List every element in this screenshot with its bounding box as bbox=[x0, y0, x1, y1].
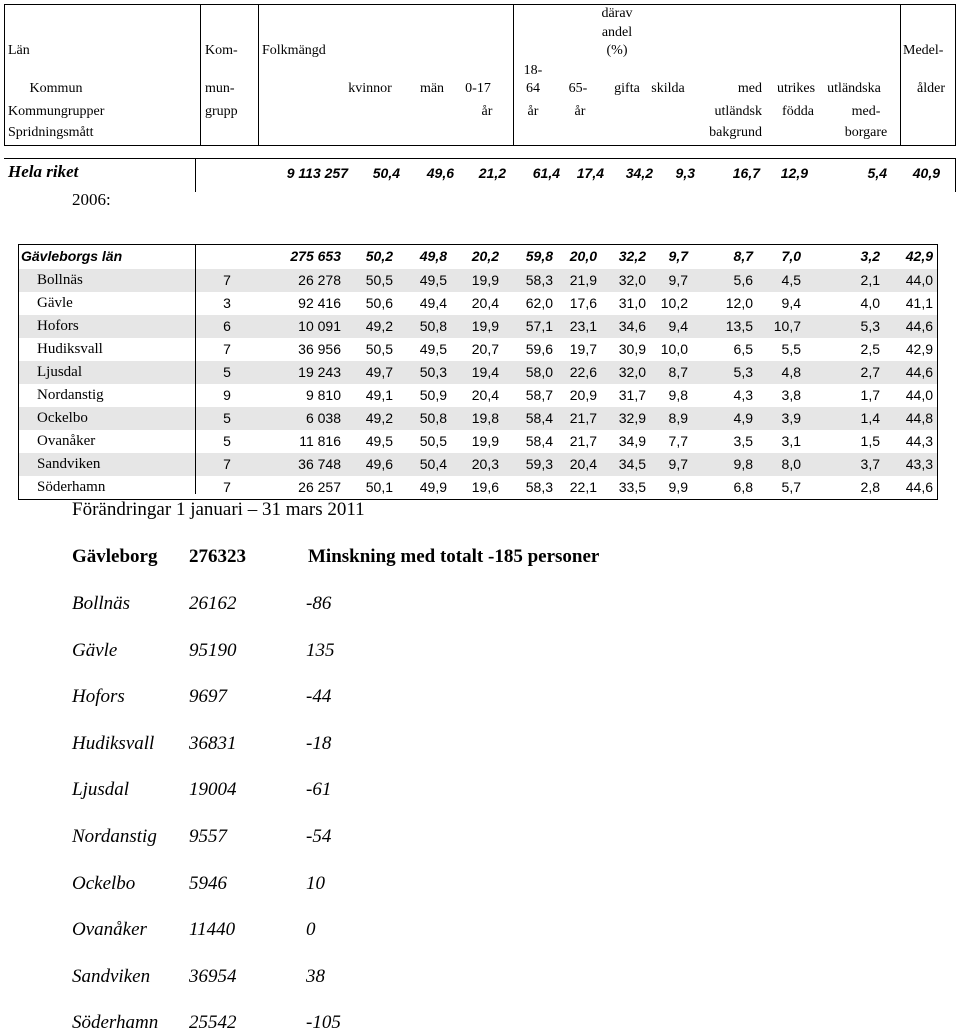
riket-value: 12,9 bbox=[780, 165, 808, 181]
row-value: 41,1 bbox=[905, 295, 933, 311]
change-name: Ljusdal bbox=[72, 779, 130, 801]
change-pop: 19004 bbox=[189, 779, 237, 801]
header-utlandsk: utländsk bbox=[714, 104, 762, 119]
change-change: -61 bbox=[306, 779, 332, 801]
row-value: 50,4 bbox=[419, 456, 447, 472]
row-value: 5,7 bbox=[781, 479, 801, 495]
row-value: 2,5 bbox=[860, 341, 880, 357]
row-value: 21,7 bbox=[569, 410, 597, 426]
row-value: 32,9 bbox=[618, 410, 646, 426]
row-value: 19,7 bbox=[569, 341, 597, 357]
change-pop: 11440 bbox=[189, 919, 236, 941]
riket-value: 61,4 bbox=[532, 165, 560, 181]
row-value: 50,5 bbox=[365, 341, 393, 357]
header-kommungrupper: Kommungrupper bbox=[8, 104, 105, 119]
row-value: 20,4 bbox=[569, 456, 597, 472]
riket-value: 5,4 bbox=[867, 165, 887, 181]
change-pop: 5946 bbox=[189, 872, 227, 894]
row-value: 50,3 bbox=[419, 364, 447, 380]
row-value: 5,3 bbox=[860, 318, 880, 334]
row-grupp: 7 bbox=[223, 479, 231, 495]
header-darav: därav bbox=[601, 6, 633, 21]
row-value: 19,6 bbox=[471, 479, 499, 495]
change-name: Sandviken bbox=[72, 965, 151, 987]
change-change: 135 bbox=[306, 639, 335, 661]
row-value: 34,9 bbox=[618, 433, 646, 449]
row-value: 3,9 bbox=[781, 410, 801, 426]
change-name: Hudiksvall bbox=[72, 732, 155, 754]
row-name: Ljusdal bbox=[37, 364, 82, 380]
row-value: 10,7 bbox=[773, 318, 801, 334]
row-value: 3,1 bbox=[781, 433, 801, 449]
row-value: 50,9 bbox=[419, 387, 447, 403]
header-andel: andel bbox=[601, 25, 633, 40]
header-divider bbox=[900, 5, 901, 145]
change-change: 38 bbox=[306, 965, 325, 987]
row-grupp: 3 bbox=[223, 295, 231, 311]
row-value: 6 038 bbox=[305, 410, 341, 426]
row-name: Bollnäs bbox=[37, 272, 83, 288]
header-lan: Län bbox=[8, 43, 30, 58]
row-value: 50,5 bbox=[419, 433, 447, 449]
riket-value: 40,9 bbox=[912, 165, 940, 181]
change-pop: 9557 bbox=[189, 826, 227, 847]
table-row bbox=[19, 292, 937, 315]
change-change: 0 bbox=[306, 919, 316, 941]
row-value: 49,9 bbox=[419, 479, 447, 495]
row-value: 9,4 bbox=[668, 318, 688, 334]
row-value: 3,7 bbox=[860, 456, 880, 472]
row-value: 22,1 bbox=[569, 479, 597, 495]
row-value: 32,2 bbox=[618, 248, 646, 264]
row-name: Gävleborgs län bbox=[21, 248, 123, 264]
row-value: 9,9 bbox=[668, 479, 688, 495]
header-kom: Kom- bbox=[205, 43, 238, 58]
table-row bbox=[19, 453, 937, 476]
header-borgare: borgare bbox=[844, 125, 888, 140]
change-change: -54 bbox=[306, 826, 332, 847]
change-pop: 9697 bbox=[189, 686, 227, 708]
row-value: 13,5 bbox=[725, 318, 753, 334]
change-pop: 36954 bbox=[189, 965, 237, 987]
row-value: 33,5 bbox=[618, 479, 646, 495]
row-value: 22,6 bbox=[569, 364, 597, 380]
change-pop: 36831 bbox=[189, 732, 237, 754]
row-value: 23,1 bbox=[569, 318, 597, 334]
change-pop: 25542 bbox=[189, 1012, 237, 1034]
change-change: -18 bbox=[306, 732, 332, 754]
row-value: 59,3 bbox=[525, 456, 553, 472]
riket-value: 49,6 bbox=[426, 165, 454, 181]
change-change: -105 bbox=[306, 1012, 341, 1034]
row-value: 49,5 bbox=[365, 433, 393, 449]
row-value: 34,5 bbox=[618, 456, 646, 472]
row-value: 20,7 bbox=[471, 341, 499, 357]
row-value: 3,5 bbox=[733, 433, 753, 449]
change-name: Hofors bbox=[72, 686, 125, 708]
header-med-dash: med- bbox=[851, 104, 881, 119]
row-value: 1,7 bbox=[860, 387, 880, 403]
row-grupp: 7 bbox=[223, 341, 231, 357]
row-value: 30,9 bbox=[618, 341, 646, 357]
table-row bbox=[19, 315, 937, 338]
row-value: 49,6 bbox=[365, 456, 393, 472]
row-grupp: 6 bbox=[223, 318, 231, 334]
row-value: 7,7 bbox=[668, 433, 688, 449]
changes-main-pop: 276323 bbox=[189, 546, 246, 567]
row-value: 50,8 bbox=[419, 318, 447, 334]
row-value: 50,2 bbox=[365, 248, 393, 264]
data-table bbox=[18, 244, 938, 500]
row-value: 49,7 bbox=[365, 364, 393, 380]
header-fodda: födda bbox=[782, 104, 814, 119]
riket-value: 21,2 bbox=[478, 165, 506, 181]
row-value: 44,6 bbox=[905, 479, 933, 495]
header-utlandska: utländska bbox=[827, 81, 881, 96]
change-name: Ovanåker bbox=[72, 919, 147, 941]
table-header bbox=[4, 4, 956, 146]
row-value: 9,8 bbox=[733, 456, 753, 472]
row-name: Hofors bbox=[37, 318, 79, 334]
row-value: 4,9 bbox=[733, 410, 753, 426]
row-name: Ockelbo bbox=[37, 410, 88, 426]
header-bakgrund: bakgrund bbox=[709, 125, 762, 140]
header-age-18: 18- bbox=[523, 63, 543, 78]
header-divider bbox=[513, 5, 514, 145]
table-row bbox=[19, 430, 937, 453]
row-value: 49,2 bbox=[365, 410, 393, 426]
row-value: 44,6 bbox=[905, 318, 933, 334]
row-value: 1,5 bbox=[860, 433, 880, 449]
row-value: 3,8 bbox=[781, 387, 801, 403]
row-value: 7,0 bbox=[781, 248, 801, 264]
row-value: 5,6 bbox=[733, 272, 753, 288]
row-value: 50,8 bbox=[419, 410, 447, 426]
row-value: 50,1 bbox=[365, 479, 393, 495]
row-value: 58,4 bbox=[525, 433, 553, 449]
row-value: 1,4 bbox=[860, 410, 880, 426]
row-value: 8,0 bbox=[781, 456, 801, 472]
row-value: 4,3 bbox=[733, 387, 753, 403]
row-value: 8,7 bbox=[668, 364, 688, 380]
table-row bbox=[19, 269, 937, 292]
row-grupp: 7 bbox=[223, 272, 231, 288]
row-grupp: 7 bbox=[223, 456, 231, 472]
row-value: 19,4 bbox=[471, 364, 499, 380]
header-man: män bbox=[419, 81, 445, 96]
header-utrikes: utrikes bbox=[776, 81, 816, 96]
row-value: 9,7 bbox=[668, 272, 688, 288]
row-value: 17,6 bbox=[569, 295, 597, 311]
row-value: 10,0 bbox=[660, 341, 688, 357]
row-value: 19 243 bbox=[298, 364, 341, 380]
header-mun: mun- bbox=[205, 81, 235, 96]
row-value: 57,1 bbox=[525, 318, 553, 334]
header-age-65: 65- bbox=[568, 81, 588, 96]
header-age-18-64-ar: år bbox=[527, 104, 539, 119]
change-name: Söderhamn bbox=[72, 1012, 159, 1034]
change-change: 10 bbox=[306, 872, 325, 894]
row-value: 58,4 bbox=[525, 410, 553, 426]
row-value: 49,2 bbox=[365, 318, 393, 334]
row-value: 9,8 bbox=[668, 387, 688, 403]
row-value: 26 278 bbox=[298, 272, 341, 288]
change-name: Gävle bbox=[72, 639, 118, 661]
row-value: 44,6 bbox=[905, 364, 933, 380]
header-age-65-ar: år bbox=[574, 104, 586, 119]
row-value: 19,9 bbox=[471, 318, 499, 334]
riket-value: 9,3 bbox=[675, 165, 695, 181]
change-change: -86 bbox=[306, 593, 332, 614]
row-value: 12,0 bbox=[725, 295, 753, 311]
row-value: 32,0 bbox=[618, 272, 646, 288]
row-value: 36 748 bbox=[298, 456, 341, 472]
riket-value: 16,7 bbox=[732, 165, 760, 181]
header-grupp: grupp bbox=[205, 104, 238, 119]
riket-value: 34,2 bbox=[625, 165, 653, 181]
change-change: -44 bbox=[306, 686, 332, 708]
table-row bbox=[19, 407, 937, 430]
row-value: 6,8 bbox=[733, 479, 753, 495]
row-value: 20,0 bbox=[569, 248, 597, 264]
row-value: 34,6 bbox=[618, 318, 646, 334]
change-pop: 95190 bbox=[189, 639, 237, 661]
row-value: 8,7 bbox=[733, 248, 753, 264]
change-pop: 26162 bbox=[189, 593, 237, 614]
riket-year: 2006: bbox=[72, 190, 111, 209]
row-name: Hudiksvall bbox=[37, 341, 103, 357]
row-value: 43,3 bbox=[905, 456, 933, 472]
change-name: Bollnäs bbox=[72, 593, 131, 614]
row-name: Sandviken bbox=[37, 456, 101, 472]
row-value: 49,5 bbox=[419, 272, 447, 288]
row-value: 62,0 bbox=[525, 295, 553, 311]
row-value: 44,0 bbox=[905, 387, 933, 403]
riket-label: Hela riket bbox=[8, 162, 79, 181]
table-row bbox=[19, 361, 937, 384]
row-value: 58,7 bbox=[525, 387, 553, 403]
changes-main-name: Gävleborg bbox=[72, 546, 158, 567]
row-value: 21,7 bbox=[569, 433, 597, 449]
header-medel: Medel- bbox=[903, 43, 944, 58]
row-grupp: 5 bbox=[223, 364, 231, 380]
row-value: 58,3 bbox=[525, 479, 553, 495]
row-value: 9,7 bbox=[668, 248, 688, 264]
header-skilda: skilda bbox=[651, 81, 685, 96]
row-value: 59,8 bbox=[525, 248, 553, 264]
row-value: 2,1 bbox=[860, 272, 880, 288]
change-name: Nordanstig bbox=[72, 826, 157, 847]
row-value: 44,0 bbox=[905, 272, 933, 288]
header-kommun: Kommun bbox=[29, 81, 83, 96]
row-value: 9,4 bbox=[781, 295, 801, 311]
row-value: 50,6 bbox=[365, 295, 393, 311]
row-value: 4,0 bbox=[860, 295, 880, 311]
row-value: 2,7 bbox=[860, 364, 880, 380]
row-value: 42,9 bbox=[905, 248, 933, 264]
row-name: Söderhamn bbox=[37, 479, 106, 495]
row-value: 3,2 bbox=[860, 248, 880, 264]
header-divider bbox=[200, 5, 201, 145]
row-value: 2,8 bbox=[860, 479, 880, 495]
row-value: 5,5 bbox=[781, 341, 801, 357]
header-med: med bbox=[737, 81, 762, 96]
row-value: 58,3 bbox=[525, 272, 553, 288]
table-row bbox=[19, 384, 937, 407]
row-value: 59,6 bbox=[525, 341, 553, 357]
row-value: 4,5 bbox=[781, 272, 801, 288]
row-value: 19,9 bbox=[471, 433, 499, 449]
row-value: 58,0 bbox=[525, 364, 553, 380]
row-value: 10 091 bbox=[298, 318, 341, 334]
row-value: 19,9 bbox=[471, 272, 499, 288]
riket-value: 9 113 257 bbox=[286, 165, 348, 181]
header-age-64: 64 bbox=[526, 81, 540, 96]
row-value: 44,3 bbox=[905, 433, 933, 449]
row-value: 20,9 bbox=[569, 387, 597, 403]
header-age-0-17-ar: år bbox=[481, 104, 493, 119]
row-value: 275 653 bbox=[290, 248, 341, 264]
header-gifta: gifta bbox=[614, 81, 640, 96]
row-value: 49,5 bbox=[419, 341, 447, 357]
table-row bbox=[19, 338, 937, 361]
row-value: 20,4 bbox=[471, 295, 499, 311]
row-value: 44,8 bbox=[905, 410, 933, 426]
row-value: 19,8 bbox=[471, 410, 499, 426]
row-value: 31,0 bbox=[618, 295, 646, 311]
changes-title: Förändringar 1 januari – 31 mars 2011 bbox=[72, 499, 365, 520]
row-value: 4,8 bbox=[781, 364, 801, 380]
row-value: 42,9 bbox=[905, 341, 933, 357]
row-grupp: 5 bbox=[223, 410, 231, 426]
row-value: 32,0 bbox=[618, 364, 646, 380]
row-name: Ovanåker bbox=[37, 433, 96, 449]
row-value: 26 257 bbox=[298, 479, 341, 495]
row-value: 20,4 bbox=[471, 387, 499, 403]
header-spridningsmatt: Spridningsmått bbox=[8, 125, 94, 140]
row-value: 49,1 bbox=[365, 387, 393, 403]
row-value: 9,7 bbox=[668, 456, 688, 472]
row-value: 20,3 bbox=[471, 456, 499, 472]
row-value: 36 956 bbox=[298, 341, 341, 357]
table-row bbox=[19, 245, 937, 269]
header-age-0-17: 0-17 bbox=[465, 81, 491, 96]
header-kvinnor: kvinnor bbox=[348, 81, 392, 96]
header-divider bbox=[258, 5, 259, 145]
row-value: 9 810 bbox=[305, 387, 341, 403]
header-alder: ålder bbox=[917, 81, 945, 96]
changes-main-note: Minskning med totalt -185 personer bbox=[308, 546, 600, 567]
row-value: 50,5 bbox=[365, 272, 393, 288]
table-row bbox=[19, 476, 937, 499]
row-value: 49,8 bbox=[419, 248, 447, 264]
header-percent: (%) bbox=[606, 43, 628, 58]
row-value: 11 816 bbox=[299, 433, 341, 449]
row-value: 31,7 bbox=[618, 387, 646, 403]
change-name: Ockelbo bbox=[72, 872, 136, 894]
row-value: 49,4 bbox=[419, 295, 447, 311]
row-value: 21,9 bbox=[569, 272, 597, 288]
row-value: 10,2 bbox=[660, 295, 688, 311]
row-name: Gävle bbox=[37, 295, 73, 311]
row-grupp: 5 bbox=[223, 433, 231, 449]
row-value: 8,9 bbox=[668, 410, 688, 426]
row-value: 5,3 bbox=[733, 364, 753, 380]
riket-value: 50,4 bbox=[372, 165, 400, 181]
row-value: 20,2 bbox=[471, 248, 499, 264]
row-value: 92 416 bbox=[298, 295, 341, 311]
row-value: 6,5 bbox=[733, 341, 753, 357]
row-grupp: 9 bbox=[223, 387, 231, 403]
kommungrupp-divider bbox=[195, 244, 196, 494]
row-name: Nordanstig bbox=[37, 387, 104, 403]
riket-value: 17,4 bbox=[576, 165, 604, 181]
header-folkmangd: Folkmängd bbox=[262, 43, 326, 58]
